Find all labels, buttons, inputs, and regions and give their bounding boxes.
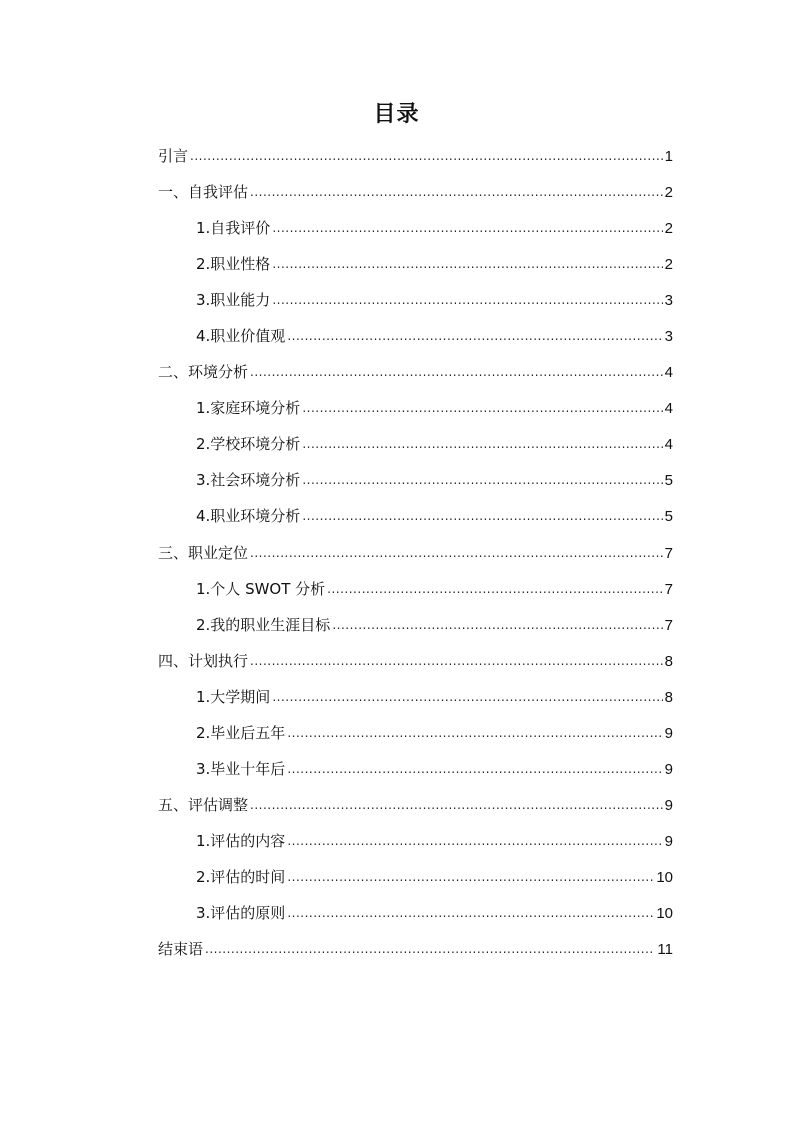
toc-entry-text: 三、职业定位: [158, 543, 249, 562]
toc-dot-leader: [302, 498, 662, 534]
toc-page-number: 3: [664, 292, 673, 310]
toc-dot-leader: [272, 246, 662, 282]
toc-entry[interactable]: [158, 571, 673, 607]
toc-entry-text: 五、评估调整: [158, 795, 249, 814]
toc-entry-text: 1.个人 SWOT 分析: [196, 579, 326, 598]
toc-dot-leader: [287, 823, 662, 859]
toc-entry-text: 四、计划执行: [158, 651, 249, 670]
toc-entry-text: 1.家庭环境分析: [196, 399, 301, 418]
toc-entry-text: 1.大学期间: [196, 687, 271, 706]
toc-entry[interactable]: [158, 426, 673, 462]
toc-page-number: 10: [656, 868, 673, 886]
toc-entry-text: 4.职业环境分析: [196, 507, 301, 526]
toc-page-number: 3: [664, 328, 673, 346]
toc-dot-leader: [287, 318, 662, 354]
toc-entry[interactable]: [158, 895, 673, 931]
toc-dot-leader: [205, 931, 655, 967]
toc-dot-leader: [287, 715, 662, 751]
toc-entry[interactable]: [158, 282, 673, 318]
toc-entry-text: 二、环境分析: [158, 363, 249, 382]
toc-entry[interactable]: [158, 679, 673, 715]
toc-entry-text: 4.职业价值观: [196, 327, 286, 346]
toc-dot-leader: [332, 607, 662, 643]
toc-dot-leader: [302, 462, 662, 498]
toc-dot-leader: [250, 174, 663, 210]
toc-page-number: 10: [656, 904, 673, 922]
toc-entry[interactable]: [158, 138, 673, 174]
toc-page-number: 5: [664, 508, 673, 526]
toc-entry-text: 2.我的职业生涯目标: [196, 615, 331, 634]
toc-entry-text: 3.毕业十年后: [196, 759, 286, 778]
toc-page-number: 2: [664, 256, 673, 274]
toc-entry-text: 结束语: [158, 940, 204, 959]
toc-entry-text: 2.职业性格: [196, 255, 271, 274]
toc-entry-text: 2.评估的时间: [196, 867, 286, 886]
toc-entry[interactable]: [158, 823, 673, 859]
toc-page-number: 7: [664, 544, 673, 562]
toc-entry[interactable]: [158, 246, 673, 282]
toc-entry[interactable]: [158, 751, 673, 787]
toc-entry[interactable]: [158, 462, 673, 498]
toc-entry[interactable]: [158, 535, 673, 571]
toc-entry-text: 3.职业能力: [196, 291, 271, 310]
toc-page-number: 1: [664, 148, 673, 165]
toc-page-number: 4: [664, 436, 673, 454]
toc-page-number: 9: [664, 832, 673, 850]
toc-page-number: 4: [664, 364, 673, 382]
toc-page-number: 5: [664, 472, 673, 490]
toc-page-number: 9: [664, 724, 673, 742]
toc-entry[interactable]: [158, 787, 673, 823]
toc-entry[interactable]: [158, 643, 673, 679]
toc-page-number: 9: [664, 760, 673, 778]
toc-entry[interactable]: [158, 210, 673, 246]
toc-entry-text: 一、自我评估: [158, 183, 249, 202]
toc-page-number: 8: [664, 688, 673, 706]
toc-page-number: 7: [664, 580, 673, 598]
toc-dot-leader: [287, 751, 662, 787]
toc-dot-leader: [250, 787, 663, 823]
toc-dot-leader: [272, 679, 662, 715]
toc-dot-leader: [327, 571, 662, 607]
toc-entry-text: 2.学校环境分析: [196, 435, 301, 454]
toc-entry-text: 1.自我评价: [196, 219, 271, 238]
toc-dot-leader: [250, 354, 663, 390]
toc-dot-leader: [287, 895, 654, 931]
toc-entry-text: 2.毕业后五年: [196, 723, 286, 742]
toc-entry[interactable]: [158, 859, 673, 895]
toc-dot-leader: [272, 282, 662, 318]
toc-dot-leader: [190, 138, 663, 174]
toc-page-number: 11: [657, 941, 673, 959]
toc-entry-text: 3.评估的原则: [196, 903, 286, 922]
toc-entry[interactable]: [158, 498, 673, 534]
toc-entry[interactable]: [158, 318, 673, 354]
toc-page-number: 4: [664, 400, 673, 418]
toc-title: 目录: [373, 102, 420, 127]
toc-entry[interactable]: [158, 607, 673, 643]
toc-entry[interactable]: [158, 715, 673, 751]
toc-entry-text: 3.社会环境分析: [196, 471, 301, 490]
table-of-contents: [158, 138, 673, 967]
toc-dot-leader: [272, 210, 662, 246]
toc-dot-leader: [250, 643, 663, 679]
toc-page-number: 2: [664, 220, 673, 238]
toc-entry[interactable]: [158, 174, 673, 210]
toc-page-number: 8: [664, 652, 673, 670]
toc-dot-leader: [302, 426, 662, 462]
toc-entry-text: 引言: [158, 147, 189, 165]
toc-entry[interactable]: [158, 931, 673, 967]
toc-dot-leader: [302, 390, 662, 426]
toc-entry[interactable]: [158, 390, 673, 426]
toc-entry[interactable]: [158, 354, 673, 390]
toc-page-number: 9: [664, 796, 673, 814]
toc-page-number: 7: [664, 616, 673, 634]
toc-page-number: 2: [664, 184, 673, 202]
toc-dot-leader: [250, 535, 663, 571]
toc-entry-text: 1.评估的内容: [196, 831, 286, 850]
toc-dot-leader: [287, 859, 654, 895]
